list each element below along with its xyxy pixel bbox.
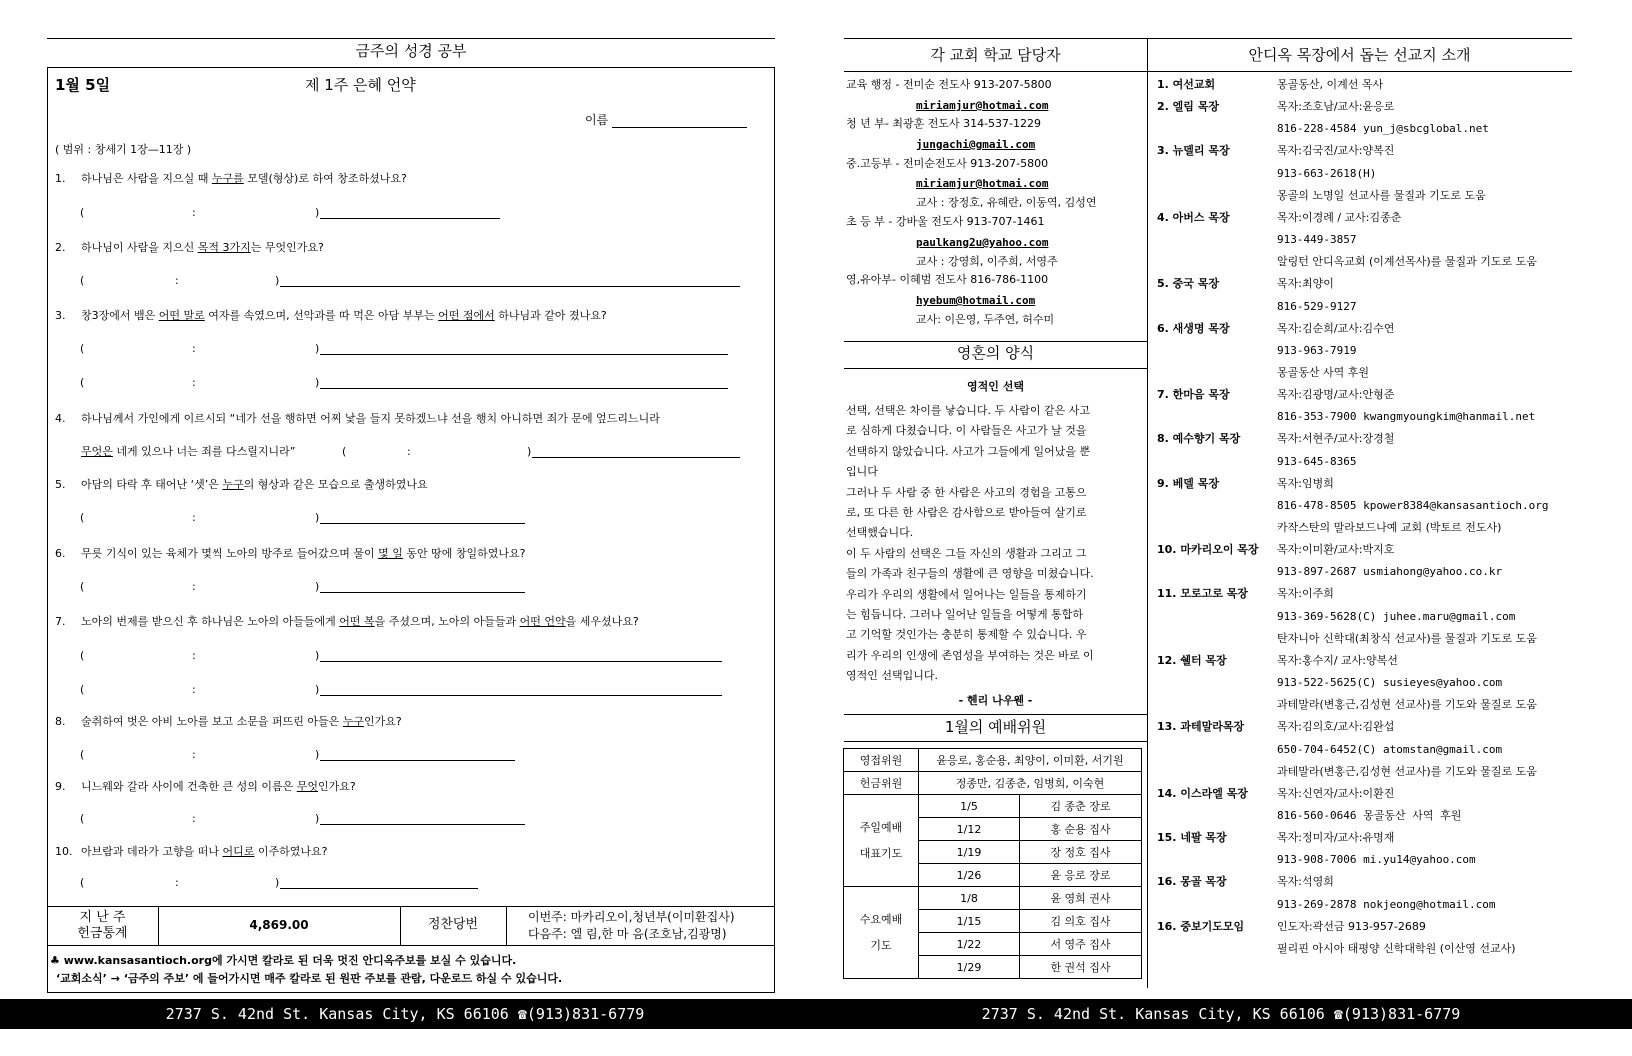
mission-detail: 인도자:곽선금 913-957-2689 [1277, 919, 1426, 933]
mission-group-name: 15. 네팔 목장 [1157, 831, 1227, 845]
staff-line: 중.고등부 - 전미순전도사 913-207-5800 [846, 157, 1049, 170]
table-row [844, 795, 1142, 818]
staff-line: 영,유아부- 이혜범 전도사 816-786-1100 [846, 273, 1049, 286]
staff-line: 청 년 부- 최광훈 전도사 314-537-1229 [846, 117, 1042, 130]
usher-names: 윤응로, 홍순용, 최양이, 이미환, 서기원 [919, 749, 1142, 772]
table-row [844, 887, 1142, 910]
sunday-label-2: 대표기도 [859, 846, 903, 860]
mission-detail: 816-353-7900 kwangmyoungkim@hanmail.net [1277, 410, 1536, 424]
mission-detail: 목자:최양이 [1277, 277, 1334, 291]
staff-email: hyebum@hotmail.com [916, 294, 1036, 307]
answer-blank[interactable]: ( [80, 649, 85, 662]
answer-close: ) [315, 580, 320, 593]
date-cell: 1/19 [919, 841, 1020, 864]
question-text: 하나님께서 가인에게 이르시되 “네가 선을 행하면 어찌 낯을 들지 못하겠느냐 선을 행치 아니하면 죄가 문에 엎드리느니라 [81, 412, 660, 425]
question-number: 2. [55, 241, 66, 254]
scripture-range: ( 범위 : 창세기 1장—11장 ) [55, 143, 192, 156]
mission-group-name: 8. 예수향기 목장 [1157, 432, 1241, 446]
lesson-title: 제 1주 은혜 언약 [305, 76, 416, 94]
meal-duty-next-week: 다음주: 엘 림,한 마 음(조호남,김광명) [528, 927, 727, 941]
question-keyword: 누구를 [211, 172, 244, 185]
question-text: 의 형상과 같은 모습으로 출생하였나요 [243, 478, 428, 491]
answer-line [280, 286, 740, 287]
soul-food-line: 들의 가족과 친구들의 생활에 큰 영향을 미쳤습니다. [846, 567, 1094, 581]
question-keyword: 어디로 [222, 845, 255, 858]
question-keyword: 무엇은 [81, 445, 113, 458]
date-cell: 1/29 [919, 956, 1020, 979]
question-4-line-2 [81, 445, 295, 458]
question-number: 5. [55, 478, 66, 491]
question-number: 3. [55, 309, 66, 322]
answer-line [320, 354, 728, 355]
soul-food-subtitle: 영적인 선택 [967, 380, 1024, 393]
mission-detail: 816-560-0646 몽골동산 사역 후원 [1277, 808, 1462, 822]
question-keyword: 몇 일 [378, 547, 403, 560]
mission-detail: 몽골의 노명일 선교사를 물질과 기도로 도움 [1277, 188, 1486, 202]
answer-close: ) [315, 206, 320, 219]
mission-group-name: 6. 새생명 목장 [1157, 321, 1230, 335]
bible-study-title: 금주의 성경 공부 [355, 42, 467, 60]
answer-close: ) [275, 876, 280, 889]
mission-detail: 913-963-7919 [1277, 343, 1357, 357]
question-8 [55, 715, 402, 728]
question-text: 는 무엇인가요? [250, 241, 324, 254]
mission-detail: 탄자니아 신학대(최창식 선교사)를 물질과 기도로 도움 [1277, 631, 1537, 645]
answer-blank[interactable]: ( [80, 580, 85, 593]
staff-email: miriamjur@hotmai.com [916, 99, 1049, 112]
mission-detail: 650-704-6452(C) atomstan@gmail.com [1277, 742, 1503, 756]
offering-amount: 4,869.00 [249, 918, 309, 932]
lesson-date: 1월 5일 [55, 76, 111, 94]
question-number: 4. [55, 412, 66, 425]
soul-food-line: 선택하지 않았습니다. 사고가 그들에게 일어났을 뿐 [846, 444, 1091, 458]
date-cell: 1/5 [919, 795, 1020, 818]
soul-food-line: 선택, 선택은 차이를 낳습니다. 두 사람이 같은 사고 [846, 404, 1090, 417]
question-text: 술취하여 벗은 아비 노아를 보고 소문을 퍼뜨린 아들은 [81, 715, 343, 728]
question-text: 아브람과 데라가 고향을 떠나 [81, 845, 223, 858]
mission-detail: 알링턴 안디옥교회 (이계선목사)를 물질과 기도로 도움 [1277, 255, 1537, 269]
staff-email: miriamjur@hotmai.com [916, 177, 1049, 190]
staff-line: 교사 : 장정호, 유혜란, 이동역, 김성연 [916, 196, 1097, 209]
name-cell: 장 정호 집사 [1020, 841, 1142, 864]
mission-detail: 913-369-5628(C) juhee.maru@gmail.com [1277, 609, 1516, 623]
table-row [844, 772, 1142, 795]
answer-close: ) [315, 812, 320, 825]
soul-food-line: 로 심하게 다쳤습니다. 이 사람들은 사고가 날 것을 [846, 424, 1087, 438]
worship-title: 1월의 예배위원 [944, 718, 1047, 736]
mission-detail: 과테말라(변홍근,김성현 선교사)를 기도와 물질로 도움 [1277, 764, 1537, 778]
soul-food-line: 리가 우리의 인생에 존엄성을 부여하는 것은 바로 이 [846, 648, 1094, 662]
question-7 [55, 615, 639, 628]
staff-line: 교사: 이은영, 두주연, 허수미 [916, 313, 1055, 326]
mission-detail: 816-228-4584 yun_j@sbcglobal.net [1277, 122, 1489, 136]
answer-line [280, 888, 478, 889]
mission-detail: 913-645-8365 [1277, 454, 1357, 468]
staff-line: 교사 : 강영희, 이주희, 서영주 [916, 255, 1058, 268]
mission-detail: 목자:김순희/교사:김수연 [1277, 321, 1395, 335]
question-keyword: 어떤 말로 [158, 309, 205, 322]
answer-close: ) [315, 748, 320, 761]
question-number: 10. [55, 845, 73, 858]
mission-detail: 몽골동산 사역 후원 [1277, 365, 1370, 379]
answer-line [320, 695, 722, 696]
mission-detail: 목자:이미환/교사:박지호 [1277, 543, 1395, 557]
question-text: 노아의 번제를 받으신 후 하나님은 노아의 아들들에게 [81, 615, 340, 628]
usher-label: 영접위원 [844, 749, 919, 772]
meal-duty-this-week: 이번주: 마카리오이,청년부(이미환집사) [528, 910, 735, 924]
question-1 [55, 172, 407, 185]
mission-group-name: 13. 과테말라목장 [1157, 720, 1245, 734]
mission-detail: 913-897-2687 usmiahong@yahoo.co.kr [1277, 565, 1503, 579]
mission-detail: 목자:신연자/교사:이환진 [1277, 786, 1395, 800]
worship-table [843, 748, 1142, 979]
answer-blank[interactable]: ( [80, 683, 85, 696]
question-text: 아담의 타락 후 태어난 ‘셋’은 [81, 478, 223, 491]
date-cell: 1/8 [919, 887, 1020, 910]
mission-group-name: 2. 엘림 목장 [1157, 100, 1219, 114]
date-cell: 1/26 [919, 864, 1020, 887]
date-cell: 1/12 [919, 818, 1020, 841]
mission-detail: 몽골동산, 이계선 목사 [1277, 78, 1384, 91]
mission-group-name: 11. 모로고로 목장 [1157, 587, 1248, 601]
wednesday-label-2: 기도 [870, 938, 892, 952]
question-text: 인가요? [364, 715, 402, 728]
mission-detail: 913-449-3857 [1277, 233, 1357, 247]
question-text: 니느웨와 갈라 사이에 건축한 큰 성의 이름은 [81, 780, 297, 793]
answer-line [320, 218, 500, 219]
answer-blank[interactable]: ( [80, 342, 85, 355]
mission-detail: 목자:이경례 / 교사:김종춘 [1277, 210, 1402, 224]
soul-food-author: - 헨리 나우웬 - [958, 694, 1033, 707]
question-text: 네게 있으나 너는 죄를 다스릴지니라” [112, 445, 296, 458]
mission-group-name: 1. 여선교회 [1157, 78, 1216, 91]
answer-close: ) [315, 683, 320, 696]
website-note: ♣ www.kansasantioch.org에 가시면 칼라로 된 더욱 멋진 안디옥주보를 보실 수 있습니다. [50, 954, 517, 967]
name-label: 이름 [585, 113, 609, 127]
question-keyword: 어떤 언약 [519, 615, 566, 628]
question-9 [55, 780, 356, 793]
soul-food-line: 는 힘듭니다. 그러나 일어난 일들을 어떻게 통합하 [846, 608, 1083, 621]
answer-blank[interactable]: ( [80, 511, 85, 524]
question-10 [55, 845, 327, 858]
question-4 [55, 412, 660, 425]
offering-committee-names: 정종만, 김종춘, 임병희, 이숙현 [919, 772, 1142, 795]
question-number: 6. [55, 547, 66, 560]
answer-close: ) [315, 376, 320, 389]
soul-food-line: 로, 또 다른 한 사람은 감사함으로 받아들여 살기로 [846, 506, 1087, 519]
mission-group-name: 12. 쉘터 목장 [1157, 653, 1227, 667]
mission-group-name: 9. 베델 목장 [1157, 476, 1219, 490]
answer-blank[interactable]: ( [80, 274, 85, 287]
answer-separator: : [192, 683, 196, 696]
soul-food-title: 영혼의 양식 [956, 344, 1035, 362]
mission-group-name: 16. 몽골 목장 [1157, 875, 1227, 889]
question-number: 1. [55, 172, 66, 185]
answer-blank[interactable]: ( [80, 748, 85, 761]
question-6 [55, 547, 525, 560]
footer-address-left: 2737 S. 42nd St. Kansas City, KS 66106 ☎(913)831-6779 [0, 999, 810, 1029]
mission-detail: 과테말라(변홍근,김성현 선교사)를 기도와 물질로 도움 [1277, 698, 1537, 712]
staff-email: paulkang2u@yahoo.com [916, 236, 1049, 249]
mission-detail: 913-908-7006 mi.yu14@yahoo.com [1277, 853, 1476, 867]
name-cell: 윤 응로 장로 [1020, 864, 1142, 887]
staff-title: 각 교회 학교 담당자 [930, 46, 1061, 64]
mission-detail: 816-529-9127 [1277, 299, 1357, 313]
soul-food-line: 그러나 두 사람 중 한 사람은 사고의 경험을 고통으 [846, 485, 1087, 499]
mission-detail: 목자:김의호/교사:김완섭 [1277, 720, 1395, 734]
name-cell: 한 권석 집사 [1020, 956, 1142, 979]
staff-line: 교육 행정 - 전미순 전도사 913-207-5800 [846, 78, 1052, 91]
question-keyword: 목적 3가지 [197, 241, 251, 254]
question-keyword: 무엇 [296, 780, 319, 793]
name-cell: 홍 순용 집사 [1020, 818, 1142, 841]
answer-close: ) [315, 649, 320, 662]
mission-detail: 목자:홍수지/ 교사:양복선 [1277, 653, 1398, 667]
answer-close: ) [315, 342, 320, 355]
answer-separator: : [192, 511, 196, 524]
question-text: 하나님은 사람을 지으실 때 [81, 172, 212, 185]
answer-separator: : [407, 445, 411, 458]
question-keyword: 누구 [222, 478, 244, 491]
answer-separator: : [175, 274, 179, 287]
question-text: 여자를 속였으며, 선악과를 따 먹은 아담 부부는 [204, 309, 439, 322]
offering-committee-label: 헌금위원 [844, 772, 919, 795]
name-cell: 윤 영희 권사 [1020, 887, 1142, 910]
mission-detail: 913-663-2618(H) [1277, 166, 1377, 180]
missions-title: 안디옥 목장에서 돕는 선교지 소개 [1248, 46, 1471, 64]
mission-detail: 913-269-2878 nokjeong@hotmail.com [1277, 897, 1496, 911]
mission-detail: 필리핀 아시아 태평양 신학대학원 (이산영 선교사) [1277, 941, 1516, 955]
answer-separator: : [192, 376, 196, 389]
question-text: 무릇 기식이 있는 육체가 몇씩 노아의 방주로 들어갔으며 물이 [81, 547, 379, 560]
question-number: 7. [55, 615, 66, 628]
question-keyword: 어떤 점에서 [438, 309, 495, 322]
question-text: 모델(형상)로 하여 창조하셨나요? [243, 172, 407, 185]
download-note: ‘교회소식’ → ‘금주의 주보’ 에 들어가시면 매주 칼라로 된 원판 주보를 관람, 다운로드 하실 수 있습니다. [56, 972, 563, 985]
mission-detail: 목자:서현주/교사:장경철 [1277, 432, 1395, 446]
question-5 [55, 478, 428, 491]
answer-separator: : [192, 206, 196, 219]
question-text: 동안 땅에 창일하였나요? [402, 547, 526, 560]
offering-label-1: 지 난 주 [79, 910, 126, 925]
answer-close: ) [315, 511, 320, 524]
mission-detail: 목자:이주희 [1277, 587, 1334, 601]
answer-line [320, 824, 525, 825]
question-number: 8. [55, 715, 66, 728]
mission-detail: 목자:정미자/교사:유명재 [1277, 831, 1395, 845]
name-cell: 서 영주 집사 [1020, 933, 1142, 956]
mission-group-name: 10. 마카리오이 목장 [1157, 543, 1259, 557]
footer-address-right: 2737 S. 42nd St. Kansas City, KS 66106 ☎(913)831-6779 [810, 999, 1632, 1029]
mission-detail: 목자:김국진/교사:양복진 [1277, 144, 1395, 158]
mission-group-name: 3. 뉴델리 목장 [1157, 144, 1230, 158]
answer-separator: : [192, 812, 196, 825]
sunday-label-1: 주일예배 [859, 820, 903, 834]
answer-separator: : [192, 342, 196, 355]
sunday-prayer-label [844, 795, 919, 887]
question-number: 9. [55, 780, 66, 793]
question-3 [55, 309, 607, 322]
mission-detail: 목자:조호남/교사:윤응로 [1277, 100, 1395, 114]
answer-blank[interactable]: ( [80, 206, 85, 219]
mission-detail: 816-478-8505 kpower8384@kansasantioch.org [1277, 498, 1549, 512]
answer-line [320, 760, 515, 761]
meal-duty-label: 정찬당번 [427, 917, 479, 932]
answer-blank[interactable]: ( [342, 445, 347, 458]
question-keyword: 어떤 복 [339, 615, 375, 628]
mission-group-name: 4. 아버스 목장 [1157, 210, 1230, 224]
name-cell: 김 의호 집사 [1020, 910, 1142, 933]
soul-food-line: 영적인 선택입니다. [846, 669, 939, 683]
answer-line [320, 661, 722, 662]
answer-line [320, 523, 525, 524]
staff-line: 초 등 부 - 강바울 전도사 913-707-1461 [846, 215, 1045, 228]
question-keyword: 누구 [342, 715, 365, 728]
answer-close: ) [527, 445, 532, 458]
question-text: 하나님이 사람을 지으신 [81, 241, 198, 254]
question-text: 인가요? [318, 780, 356, 793]
question-text: 이주하였나요? [254, 845, 328, 858]
question-text: 을 주셨으며, 노아의 아들들과 [374, 615, 520, 628]
mission-group-name: 5. 중국 목장 [1157, 277, 1219, 291]
mission-detail: 목자:김광명/교사:안형준 [1277, 388, 1395, 402]
answer-line [532, 457, 740, 458]
soul-food-line: 이 두 사람의 선택은 그들 자신의 생활과 그리고 그 [846, 546, 1087, 560]
answer-line [320, 388, 728, 389]
offering-label-2: 헌금통계 [77, 926, 128, 941]
mission-detail: 목자:임병희 [1277, 476, 1334, 490]
soul-food-line: 선택했습니다. [846, 526, 914, 540]
table-row [844, 749, 1142, 772]
mission-detail: 913-522-5625(C) susieyes@yahoo.com [1277, 676, 1503, 690]
answer-close: ) [275, 274, 280, 287]
mission-group-name: 16. 중보기도모임 [1157, 919, 1245, 933]
mission-group-name: 14. 이스라엘 목장 [1157, 786, 1248, 800]
soul-food-line: 입니다 [846, 465, 878, 479]
mission-detail: 카작스탄의 말라보드나예 교회 (박토르 전도사) [1277, 521, 1502, 534]
question-text: 을 세우셨나요? [565, 615, 639, 628]
answer-blank[interactable]: ( [80, 812, 85, 825]
answer-blank[interactable]: ( [80, 876, 85, 889]
date-cell: 1/22 [919, 933, 1020, 956]
soul-food-line: 고 기억할 것인가는 충분히 통제할 수 있습니다. 우 [846, 628, 1087, 642]
question-2 [55, 241, 324, 254]
answer-blank[interactable]: ( [80, 376, 85, 389]
name-cell: 김 종춘 장로 [1020, 795, 1142, 818]
soul-food-line: 우리가 우리의 생활에서 일어나는 일들을 통제하기 [846, 587, 1087, 601]
answer-separator: : [192, 649, 196, 662]
answer-separator: : [192, 748, 196, 761]
answer-line [320, 592, 525, 593]
mission-detail: 목자:석영희 [1277, 875, 1334, 889]
staff-email: jungachi@gmail.com [916, 138, 1036, 151]
wednesday-label-1: 수요예배 [859, 912, 903, 926]
answer-separator: : [175, 876, 179, 889]
wednesday-prayer-label [844, 887, 919, 979]
question-text: 창3장에서 뱀은 [81, 309, 159, 322]
mission-group-name: 7. 한마음 목장 [1157, 388, 1230, 402]
answer-separator: : [192, 580, 196, 593]
question-text: 하나님과 같아 졌나요? [494, 309, 607, 322]
date-cell: 1/15 [919, 910, 1020, 933]
